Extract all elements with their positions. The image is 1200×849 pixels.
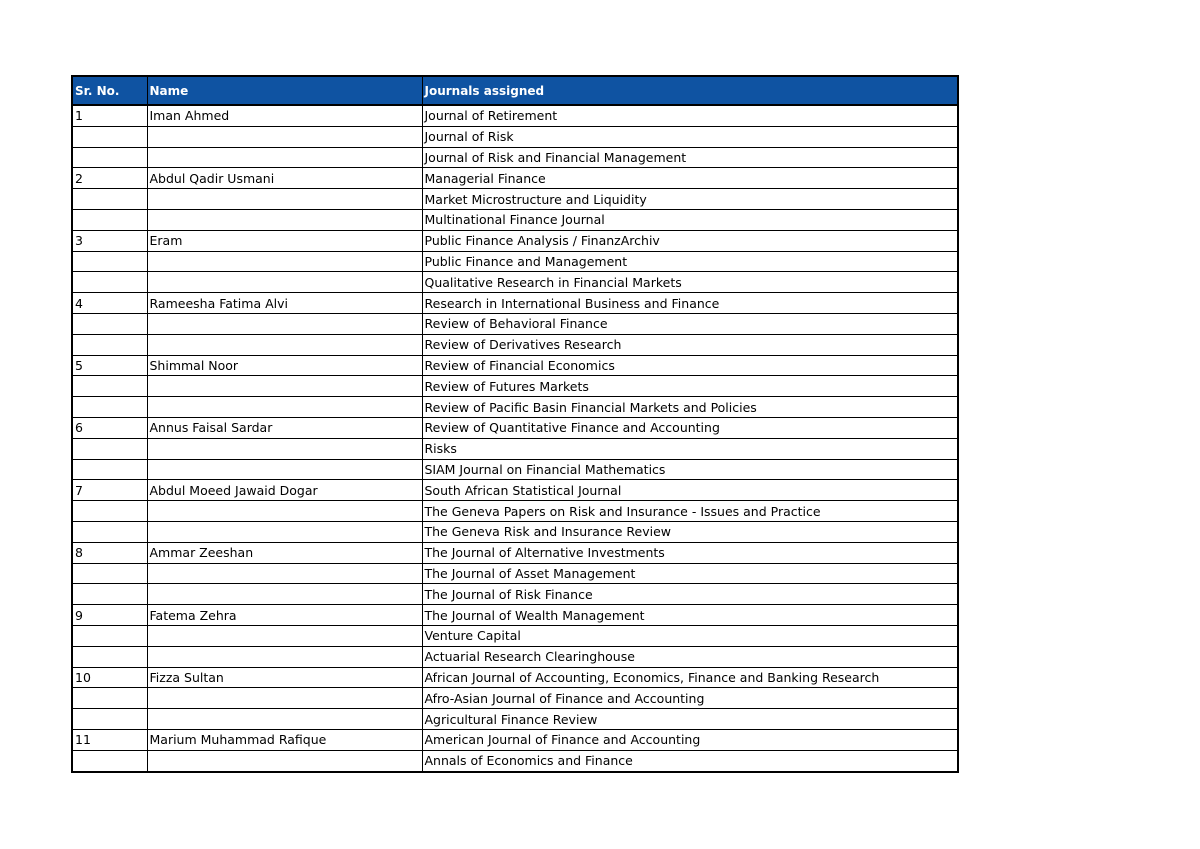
name-cell bbox=[147, 625, 422, 646]
name-cell bbox=[147, 397, 422, 418]
table-row bbox=[72, 709, 958, 730]
name-cell bbox=[147, 521, 422, 542]
header-sr-no: Sr. No. bbox=[72, 76, 147, 105]
table-row bbox=[72, 605, 958, 626]
journal-cell: The Geneva Risk and Insurance Review bbox=[422, 521, 958, 542]
name-cell bbox=[147, 376, 422, 397]
table-row bbox=[72, 126, 958, 147]
table-row bbox=[72, 272, 958, 293]
table-row bbox=[72, 729, 958, 750]
sr-no-cell bbox=[72, 521, 147, 542]
name-cell bbox=[147, 251, 422, 272]
journal-cell: American Journal of Finance and Accounting bbox=[422, 729, 958, 750]
journal-cell: Qualitative Research in Financial Markets bbox=[422, 272, 958, 293]
sr-no-cell bbox=[72, 688, 147, 709]
journal-cell: The Geneva Papers on Risk and Insurance - Issues and Practice bbox=[422, 501, 958, 522]
sr-no-cell: 9 bbox=[72, 605, 147, 626]
table-row bbox=[72, 625, 958, 646]
journal-cell: South African Statistical Journal bbox=[422, 480, 958, 501]
journal-cell: Review of Pacific Basin Financial Markets and Policies bbox=[422, 397, 958, 418]
table-row bbox=[72, 293, 958, 314]
name-cell bbox=[147, 147, 422, 168]
sr-no-cell bbox=[72, 438, 147, 459]
name-cell bbox=[147, 438, 422, 459]
sr-no-cell bbox=[72, 313, 147, 334]
name-cell bbox=[147, 272, 422, 293]
sr-no-cell: 1 bbox=[72, 105, 147, 126]
journal-cell: SIAM Journal on Financial Mathematics bbox=[422, 459, 958, 480]
name-cell bbox=[147, 313, 422, 334]
journal-cell: Review of Financial Economics bbox=[422, 355, 958, 376]
table-row bbox=[72, 542, 958, 563]
name-cell: Shimmal Noor bbox=[147, 355, 422, 376]
name-cell: Iman Ahmed bbox=[147, 105, 422, 126]
journal-cell: Actuarial Research Clearinghouse bbox=[422, 646, 958, 667]
sr-no-cell: 6 bbox=[72, 417, 147, 438]
table-row bbox=[72, 646, 958, 667]
table-row bbox=[72, 251, 958, 272]
name-cell bbox=[147, 563, 422, 584]
name-cell: Abdul Qadir Usmani bbox=[147, 168, 422, 189]
table-row bbox=[72, 521, 958, 542]
journal-cell: Managerial Finance bbox=[422, 168, 958, 189]
journal-cell: Venture Capital bbox=[422, 625, 958, 646]
table-row bbox=[72, 417, 958, 438]
sr-no-cell: 3 bbox=[72, 230, 147, 251]
journal-cell: Journal of Risk bbox=[422, 126, 958, 147]
journal-cell: Risks bbox=[422, 438, 958, 459]
table-row bbox=[72, 168, 958, 189]
sr-no-cell bbox=[72, 334, 147, 355]
journal-cell: The Journal of Risk Finance bbox=[422, 584, 958, 605]
journal-cell: Review of Behavioral Finance bbox=[422, 313, 958, 334]
sr-no-cell bbox=[72, 376, 147, 397]
sr-no-cell bbox=[72, 563, 147, 584]
journal-cell: Multinational Finance Journal bbox=[422, 209, 958, 230]
journal-cell: Review of Derivatives Research bbox=[422, 334, 958, 355]
sr-no-cell bbox=[72, 147, 147, 168]
table-row bbox=[72, 147, 958, 168]
table-row bbox=[72, 230, 958, 251]
name-cell bbox=[147, 584, 422, 605]
name-cell bbox=[147, 750, 422, 771]
journal-cell: Afro-Asian Journal of Finance and Accounting bbox=[422, 688, 958, 709]
name-cell: Marium Muhammad Rafique bbox=[147, 729, 422, 750]
name-cell: Abdul Moeed Jawaid Dogar bbox=[147, 480, 422, 501]
journal-cell: Journal of Risk and Financial Management bbox=[422, 147, 958, 168]
header-row bbox=[72, 76, 958, 105]
name-cell: Eram bbox=[147, 230, 422, 251]
name-cell bbox=[147, 688, 422, 709]
table-row bbox=[72, 438, 958, 459]
table-row bbox=[72, 480, 958, 501]
table-row bbox=[72, 397, 958, 418]
table-row bbox=[72, 584, 958, 605]
sr-no-cell bbox=[72, 189, 147, 210]
sr-no-cell: 7 bbox=[72, 480, 147, 501]
name-cell bbox=[147, 459, 422, 480]
table-row bbox=[72, 189, 958, 210]
journal-cell: Review of Futures Markets bbox=[422, 376, 958, 397]
journal-cell: Annals of Economics and Finance bbox=[422, 750, 958, 771]
sr-no-cell bbox=[72, 209, 147, 230]
table-row bbox=[72, 750, 958, 771]
name-cell bbox=[147, 334, 422, 355]
table-row bbox=[72, 355, 958, 376]
name-cell bbox=[147, 126, 422, 147]
sr-no-cell: 8 bbox=[72, 542, 147, 563]
sr-no-cell bbox=[72, 459, 147, 480]
sr-no-cell bbox=[72, 646, 147, 667]
header-name: Name bbox=[147, 76, 422, 105]
table-row bbox=[72, 334, 958, 355]
spreadsheet-page bbox=[71, 75, 959, 773]
sr-no-cell bbox=[72, 126, 147, 147]
sr-no-cell: 2 bbox=[72, 168, 147, 189]
table-row bbox=[72, 501, 958, 522]
sr-no-cell: 10 bbox=[72, 667, 147, 688]
journal-cell: Journal of Retirement bbox=[422, 105, 958, 126]
sr-no-cell: 11 bbox=[72, 729, 147, 750]
table-row bbox=[72, 376, 958, 397]
journal-assignment-table bbox=[71, 75, 959, 773]
table-row bbox=[72, 313, 958, 334]
name-cell: Rameesha Fatima Alvi bbox=[147, 293, 422, 314]
table-row bbox=[72, 209, 958, 230]
header-journals-assigned: Journals assigned bbox=[422, 76, 958, 105]
sr-no-cell bbox=[72, 750, 147, 771]
journal-cell: African Journal of Accounting, Economics, Finance and Banking Research bbox=[422, 667, 958, 688]
sr-no-cell bbox=[72, 251, 147, 272]
sr-no-cell: 5 bbox=[72, 355, 147, 376]
name-cell bbox=[147, 709, 422, 730]
journal-cell: The Journal of Asset Management bbox=[422, 563, 958, 584]
sr-no-cell bbox=[72, 272, 147, 293]
name-cell bbox=[147, 646, 422, 667]
journal-cell: Public Finance Analysis / FinanzArchiv bbox=[422, 230, 958, 251]
name-cell: Fizza Sultan bbox=[147, 667, 422, 688]
journal-cell: Agricultural Finance Review bbox=[422, 709, 958, 730]
sr-no-cell bbox=[72, 584, 147, 605]
name-cell bbox=[147, 189, 422, 210]
sr-no-cell bbox=[72, 709, 147, 730]
table-body bbox=[72, 105, 958, 772]
sr-no-cell bbox=[72, 397, 147, 418]
journal-cell: The Journal of Alternative Investments bbox=[422, 542, 958, 563]
journal-cell: Public Finance and Management bbox=[422, 251, 958, 272]
sr-no-cell bbox=[72, 501, 147, 522]
journal-cell: Review of Quantitative Finance and Accounting bbox=[422, 417, 958, 438]
table-row bbox=[72, 563, 958, 584]
name-cell bbox=[147, 501, 422, 522]
journal-cell: Market Microstructure and Liquidity bbox=[422, 189, 958, 210]
name-cell: Annus Faisal Sardar bbox=[147, 417, 422, 438]
sr-no-cell bbox=[72, 625, 147, 646]
table-row bbox=[72, 459, 958, 480]
journal-cell: The Journal of Wealth Management bbox=[422, 605, 958, 626]
sr-no-cell: 4 bbox=[72, 293, 147, 314]
name-cell: Ammar Zeeshan bbox=[147, 542, 422, 563]
table-row bbox=[72, 688, 958, 709]
name-cell: Fatema Zehra bbox=[147, 605, 422, 626]
table-row bbox=[72, 105, 958, 126]
name-cell bbox=[147, 209, 422, 230]
table-row bbox=[72, 667, 958, 688]
journal-cell: Research in International Business and Finance bbox=[422, 293, 958, 314]
